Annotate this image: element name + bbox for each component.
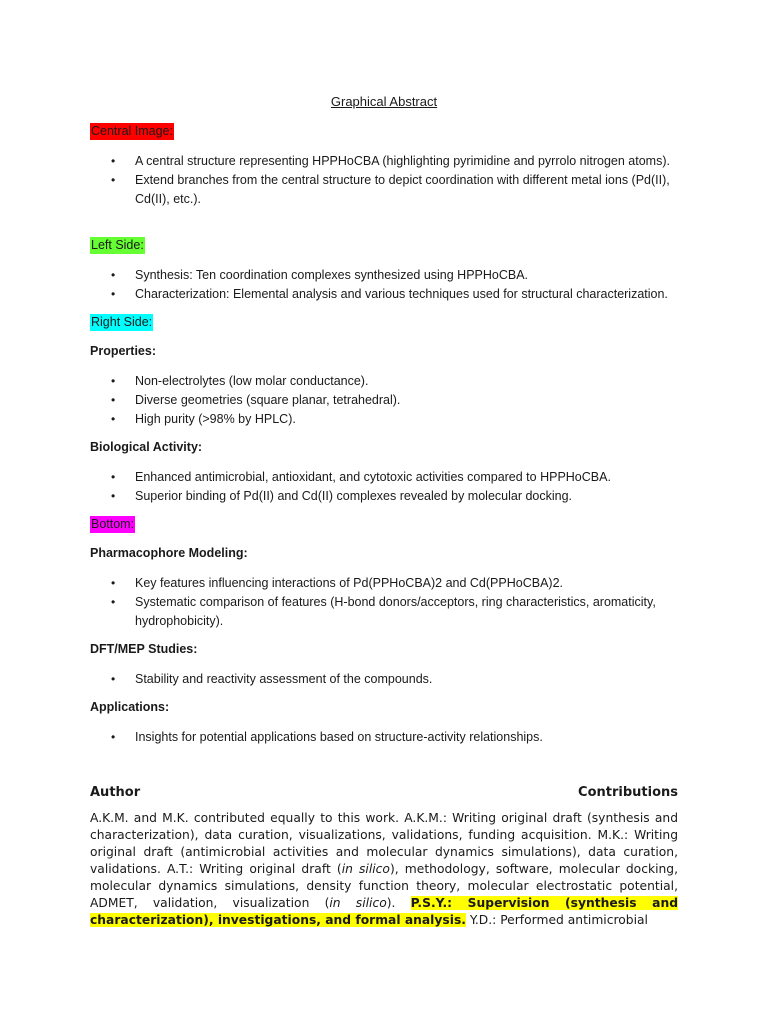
bullet-icon: • [111, 672, 116, 686]
bullet-icon: • [111, 374, 116, 388]
list-item: • Stability and reactivity assessment of the compounds. [90, 670, 678, 689]
biological-activity-heading: Biological Activity: [90, 440, 203, 454]
list-item: • Superior binding of Pd(II) and Cd(II) complexes revealed by molecular docking. [90, 487, 678, 506]
biological-activity-list [90, 468, 678, 506]
bullet-icon: • [111, 470, 116, 484]
applications-list [90, 728, 678, 747]
dft-mep-heading: DFT/MEP Studies: [90, 642, 198, 656]
bottom-label: Bottom: [91, 517, 135, 531]
properties-list [90, 372, 678, 429]
list-item: • A central structure representing HPPHoCBA (highlighting pyrimidine and pyrrolo nitrogen atoms). [90, 152, 678, 171]
list-item: • Characterization: Elemental analysis and various techniques used for structural characterization. [90, 285, 678, 304]
author-contributions-paragraph: A.K.M. and M.K. contributed equally to this work. A.K.M.: Writing original draft (synthesis and characterization), data curation, visualizations, validations, funding acquisition. M.K.: Writing original draft (antimicrobial activities and molecular dynamics simulations), data curation, validations. A.T.: Writing original draft (in silico), methodology, software, molecular docking, molecular dynamics simulations, density function theory, molecular electrostatic potential, ADMET, validation, visualization (in silico). P.S.Y.: Supervision (synthesis and characterization), investigations, and formal analysis. Y.D.: Performed antimicrobial [90, 811, 679, 927]
bullet-icon: • [111, 393, 116, 407]
bullet-icon: • [111, 173, 116, 187]
list-item: • Insights for potential applications based on structure-activity relationships. [90, 728, 678, 747]
list-item: • Non-electrolytes (low molar conductance). [90, 372, 678, 391]
list-item: • Extend branches from the central structure to depict coordination with different metal ions (Pd(II), Cd(II), etc.). [111, 173, 670, 206]
left-side-list [90, 266, 678, 304]
dft-mep-list [90, 670, 678, 689]
bullet-icon: • [111, 154, 116, 168]
list-item: • Enhanced antimicrobial, antioxidant, and cytotoxic activities compared to HPPHoCBA. [90, 468, 678, 487]
contributions-heading-word: Contributions [578, 785, 678, 800]
bullet-icon: • [111, 412, 116, 426]
left-side-label: Left Side: [91, 238, 144, 252]
central-image-label: Central Image: [91, 124, 173, 138]
applications-heading: Applications: [90, 700, 170, 714]
central-image-list [90, 152, 678, 209]
pharmacophore-list [90, 574, 678, 631]
highlighted-contribution: P.S.Y.: Supervision (synthesis and characterization), investigations, and formal analysis. [90, 896, 679, 927]
author-contributions-heading [90, 784, 678, 802]
bullet-icon: • [111, 576, 116, 590]
document-title: Graphical Abstract [330, 94, 438, 109]
list-item: • Systematic comparison of features (H-bond donors/acceptors, ring characteristics, aromaticity, hydrophobicity). [111, 595, 656, 628]
properties-heading: Properties: [90, 344, 156, 358]
bullet-icon: • [111, 730, 116, 744]
list-item: • High purity (>98% by HPLC). [90, 410, 678, 429]
right-side-label: Right Side: [91, 315, 153, 329]
bullet-icon: • [111, 287, 116, 301]
list-item: • Key features influencing interactions of Pd(PPHoCBA)2 and Cd(PPHoCBA)2. [90, 574, 678, 593]
bullet-icon: • [111, 268, 116, 282]
document-page [90, 0, 678, 1024]
list-item: • Diverse geometries (square planar, tetrahedral). [90, 391, 678, 410]
pharmacophore-heading: Pharmacophore Modeling: [90, 546, 248, 560]
bullet-icon: • [111, 489, 116, 503]
author-heading-word: Author [90, 785, 141, 800]
list-item: • Synthesis: Ten coordination complexes synthesized using HPPHoCBA. [90, 266, 678, 285]
bullet-icon: • [111, 595, 116, 609]
